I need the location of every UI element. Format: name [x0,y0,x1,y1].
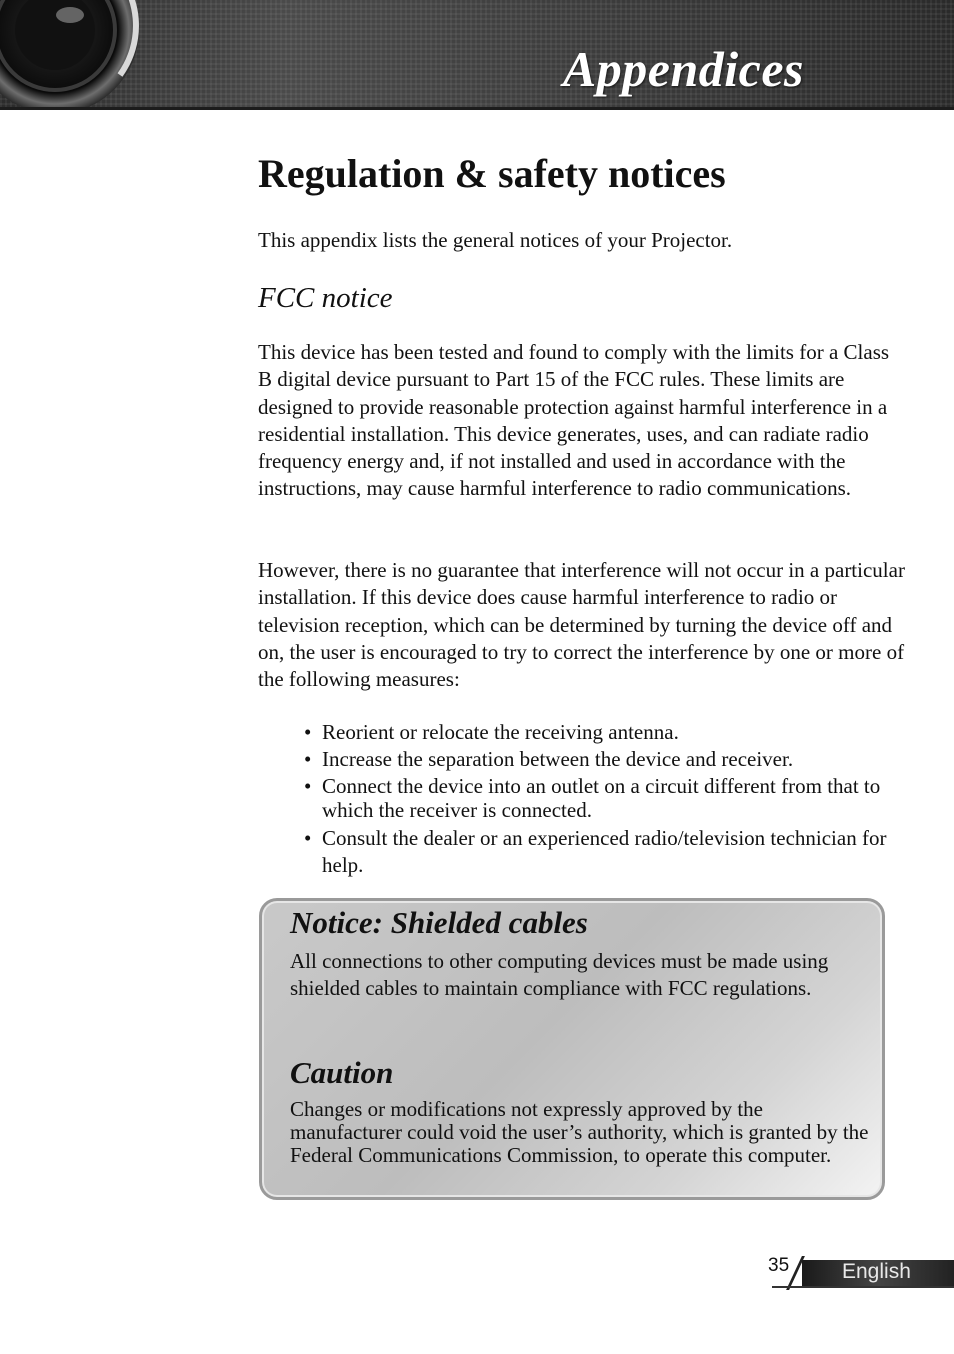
section-title: Appendices [562,41,804,97]
page-number: 35 [768,1255,790,1276]
language-label: English [842,1260,911,1283]
intro-text: This appendix lists the general notices of your Projector. [258,228,733,252]
list-item: • Reorient or relocate the receiving antenna. [304,720,894,744]
header-divider [0,107,954,110]
list-item: • Increase the separation between the device and receiver. [304,747,894,771]
fcc-paragraph-1: This device has been tested and found to comply with the limits for a Class B digital device pursuant to Part 15 of the FCC rules. These limits are designed to provide reasonable protection against harmful interference in a residential installation. This device generates, uses, and can radiate radio frequency energy and, if not installed and used in accordance with the instructions, may cause harmful interference to radio communications. [258,340,890,501]
shielded-cables-heading: Notice: Shielded cables [290,905,588,940]
shielded-cables-text: All connections to other computing devices must be made using shielded cables to maintain compliance with FCC regulations. [290,949,829,1000]
page-title: Regulation & safety notices [258,151,726,196]
footer-baseline [772,1286,954,1288]
list-item: • Connect the device into an outlet on a circuit different from that to which the receiver is connected. [304,774,894,822]
caution-heading: Caution [290,1055,394,1090]
fcc-paragraph-2: However, there is no guarantee that interference will not occur in a particular installation. If this device does cause harmful interference to radio or television reception, which can be determined by turning the device off and on, the user is encouraged to try to correct the interference by one or more of the following measures: [258,558,905,692]
measures-list [304,720,894,882]
list-item: • Consult the dealer or an experienced radio/television technician for help. [304,825,894,879]
page-footer [768,1252,954,1290]
page-header-banner [0,0,954,110]
fcc-notice-heading: FCC notice [258,282,393,314]
caution-text: Changes or modifications not expressly approved by the manufacturer could void the user’s authority, which is granted by the Federal Communications Commission, to operate this computer. [290,1097,869,1167]
projector-lens-icon [0,0,140,110]
